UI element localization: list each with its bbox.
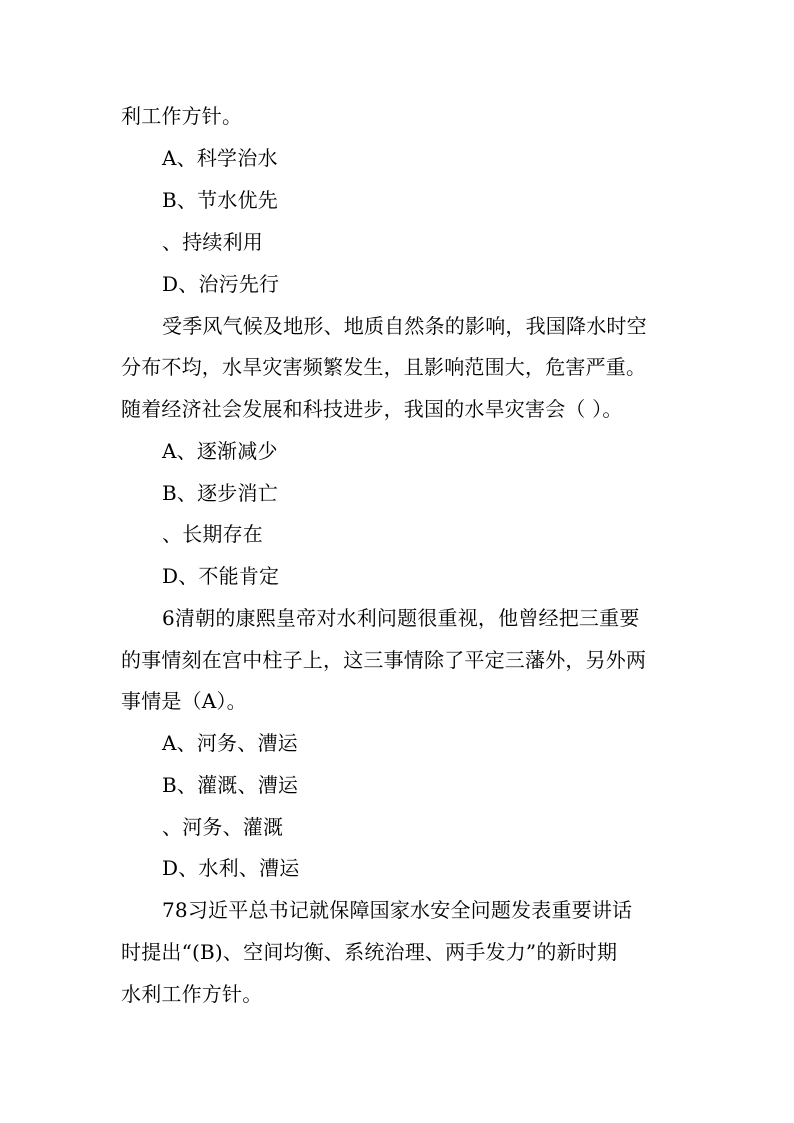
question-line: 6清朝的康熙皇帝对水利问题很重视，他曾经把三重要 (162, 606, 640, 630)
option-b: B、灌溉、漕运 (162, 773, 299, 797)
question-line: 水利工作方针。 (121, 982, 263, 1006)
question-line: 受季风气候及地形、地质自然条的影响，我国降水时空 (162, 314, 647, 338)
option-d: D、不能肯定 (162, 564, 280, 588)
question-line: 时提出“(B)、空间均衡、系统治理、两手发力”的新时期 (121, 940, 618, 964)
option-a: A、逐渐减少 (162, 439, 278, 463)
question-line: 分布不均，水旱灾害频繁发生，且影响范围大，危害严重。 (121, 355, 647, 379)
option-b: B、逐步消亡 (162, 481, 278, 505)
option-c: 、持续利用 (162, 230, 263, 254)
option-a: A、科学治水 (162, 146, 278, 170)
option-b: B、节水优先 (162, 188, 278, 212)
option-d: D、治污先行 (162, 272, 280, 296)
question-line: 事情是（A）。 (121, 689, 247, 713)
option-c: 、长期存在 (162, 522, 263, 546)
question-line: 随着经济社会发展和科技进步，我国的水旱灾害会（ ）。 (121, 397, 623, 421)
paragraph-line: 利工作方针。 (121, 104, 243, 128)
option-a: A、河务、漕运 (162, 731, 298, 755)
question-line: 的事情刻在宫中柱子上，这三事情除了平定三藩外，另外两 (121, 648, 647, 672)
option-c: 、河务、灌溉 (162, 815, 284, 839)
option-d: D、水利、漕运 (162, 856, 300, 880)
question-line: 78习近平总书记就保障国家水安全问题发表重要讲话 (162, 898, 633, 922)
